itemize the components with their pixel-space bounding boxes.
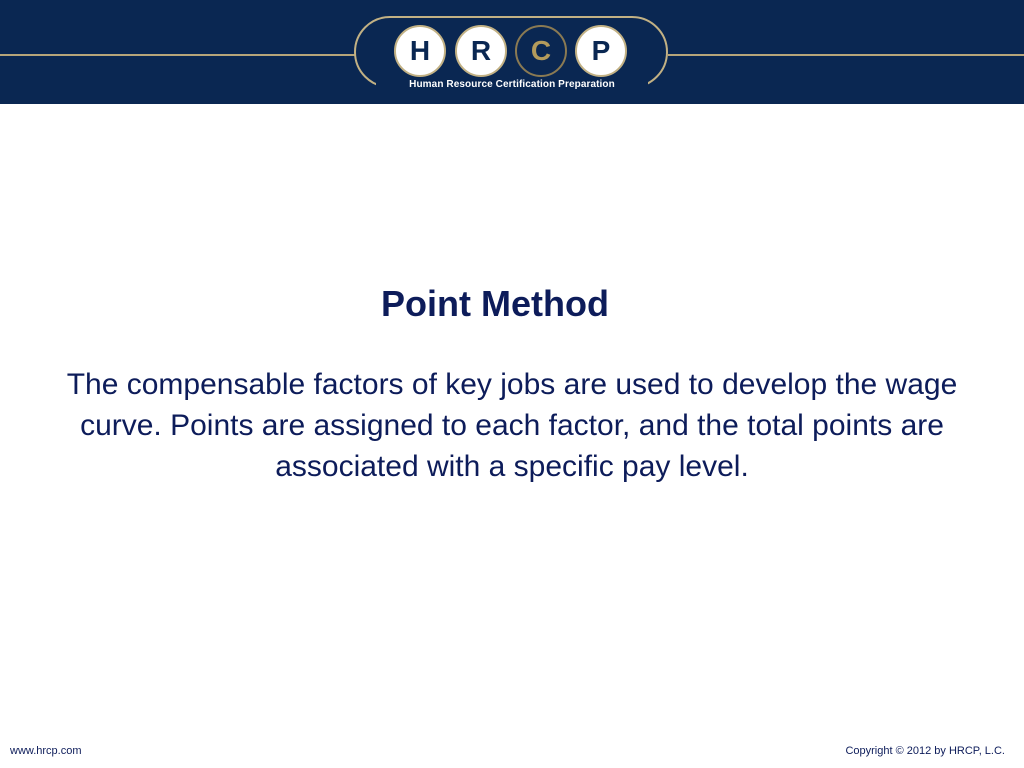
logo-letter-r: R <box>455 25 507 77</box>
footer-copyright: Copyright © 2012 by HRCP, L.C. <box>845 745 1005 757</box>
header-rule-left <box>0 54 356 56</box>
header-banner <box>0 0 1024 104</box>
logo-letter-h: H <box>394 25 446 77</box>
footer-website: www.hrcp.com <box>10 745 82 757</box>
logo-letter-c: C <box>515 25 567 77</box>
slide-title: Point Method <box>381 283 609 324</box>
slide-body-text: The compensable factors of key jobs are used to develop the wage curve. Points are assigned to each factor, and the total points are associated with a specific pay level. <box>66 368 958 483</box>
logo-letter-p: P <box>575 25 627 77</box>
header-rule-right <box>668 54 1024 56</box>
logo-tagline: Human Resource Certification Preparation <box>376 78 648 92</box>
